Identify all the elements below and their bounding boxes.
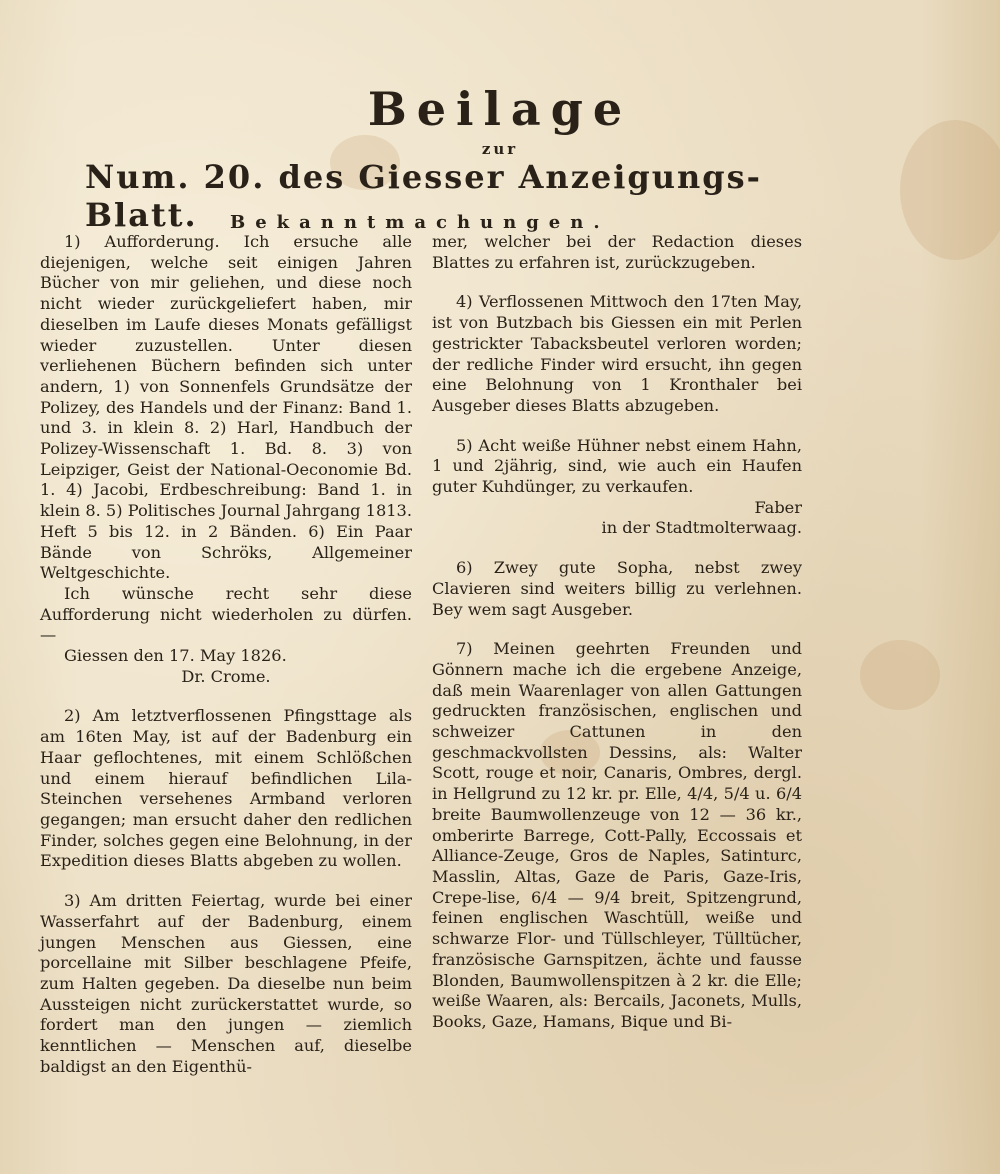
right-column (432, 232, 802, 1033)
left-column (40, 232, 412, 1077)
section-heading: Bekanntmachungen. (230, 212, 610, 233)
paragraph-gap (432, 273, 802, 292)
page-subtitle: Num. 20. des Giesser Anzeigungs-Blatt. (85, 158, 762, 234)
article-paragraph: Giessen den 17. May 1826. (64, 646, 287, 666)
article-paragraph: 1) Aufforderung. Ich ersuche alle diejenigen, welche seit einigen Jahren Bücher von mir geliehen, und diese noch nicht wieder zurückgeliefert haben, mir dieselben im Laufe dieses Monats gefälligst wieder zuzustellen. Unter diesen verliehenen Büchern befinden sich unter andern, 1) von Sonnenfels Grundsätze der Polizey, des Handels und der Finanz: Band 1. und 3. in klein 8. 2) Harl, Handbuch der Polizey-Wissenschaft 1. Bd. 8. 3) von Leipziger, Geist der National-Oeconomie Bd. 1. 4) Jacobi, Erdbeschreibung: Band 1. in klein 8. 5) Politisches Journal Jahrgang 1813. Heft 5 bis 12. in 2 Bänden. 6) Ein Paar Bände von Schröks, Allgemeiner Weltgeschichte. (40, 232, 412, 583)
article-paragraph: 3) Am dritten Feiertag, wurde bei einer Wasserfahrt auf der Badenburg, einem jungen Menschen aus Giessen, eine porcellaine mit Silber beschlagene Pfeife, zum Halten gegeben. Da dieselbe nun beim Aussteigen nicht zurückerstattet wurde, so fordert man den jungen — ziemlich kenntlichen — Menschen auf, dieselbe baldigst an den Eigenthü- (40, 891, 412, 1076)
article-paragraph: 7) Meinen geehrten Freunden und Gönnern mache ich die ergebene Anzeige, daß mein Waarenlager von allen Gattungen gedruckten französischen, englischen und schweizer Cattunen in den geschmackvollsten Dessins, als: Walter Scott, rouge et noir, Canaris, Ombres, dergl. in Hellgrund zu 12 kr. pr. Elle, 4/4, 5/4 u. 6/4 breite Baumwollenzeuge von 12 — 36 kr., omberirte Barrege, Cott-Pally, Eccossais et Alliance-Zeuge, Gros de Naples, Satinturc, Masslin, Altas, Gaze de Paris, Gaze-Iris, Crepe-lise, 6/4 — 9/4 breit, Spitzengrund, feinen englischen Waschtüll, weiße und schwarze Flor- und Tüllschleyer, Tülltücher, französische Garnspitzen, ächte und fausse Blonden, Baumwollenspitzen à 2 kr. die Elle; weiße Waaren, als: Bercails, Jaconets, Mulls, Books, Gaze, Hamans, Bique und Bi- (432, 639, 802, 1031)
paragraph-gap (40, 872, 412, 891)
article-paragraph: 5) Acht weiße Hühner nebst einem Hahn, 1 und 2jährig, sind, wie auch ein Haufen guter Kuhdünger, zu verkaufen. (432, 435, 802, 497)
article-paragraph: Ich wünsche recht sehr diese Aufforderung nicht wiederholen zu dürfen. — (40, 583, 412, 645)
article-paragraph: 6) Zwey gute Sopha, nebst zwey Clavieren sind weiters billig zu verlehnen. Bey wem sagt Ausgeber. (432, 558, 802, 619)
page-title: Beilage (367, 82, 633, 136)
paper-stain (860, 640, 940, 710)
article-paragraph: 2) Am letztverflossenen Pfingsttage als am 16ten May, ist auf der Badenburg ein Haar geflochtenes, mit einem Schlößchen und einem hierauf befindlichen Lila-Steinchen versehenes Armband verloren gegangen; man ersucht daher den redlichen Finder, solches gegen eine Belohnung, in der Expedition dieses Blatts abgeben zu wollen. (40, 706, 412, 871)
paragraph-gap (432, 539, 802, 558)
paragraph-gap (40, 687, 412, 706)
article-paragraph: Dr. Crome. (181, 666, 271, 686)
paragraph-gap (432, 417, 802, 436)
article-paragraph: 4) Verflossenen Mittwoch den 17ten May, ist von Butzbach bis Giessen ein mit Perlen gestrickter Tabacksbeutel verloren worden; der redliche Finder wird ersucht, ihn gegen eine Belohnung von 1 Kronthaler bei Ausgeber dieses Blatts abzugeben. (432, 292, 802, 415)
article-paragraph: Faber (754, 497, 802, 517)
title-preposition: zur (481, 140, 519, 158)
article-paragraph: in der Stadtmolterwaag. (601, 518, 802, 538)
article-paragraph: mer, welcher bei der Redaction dieses Blattes zu erfahren ist, zurückzugeben. (432, 232, 802, 272)
paragraph-gap (432, 620, 802, 639)
